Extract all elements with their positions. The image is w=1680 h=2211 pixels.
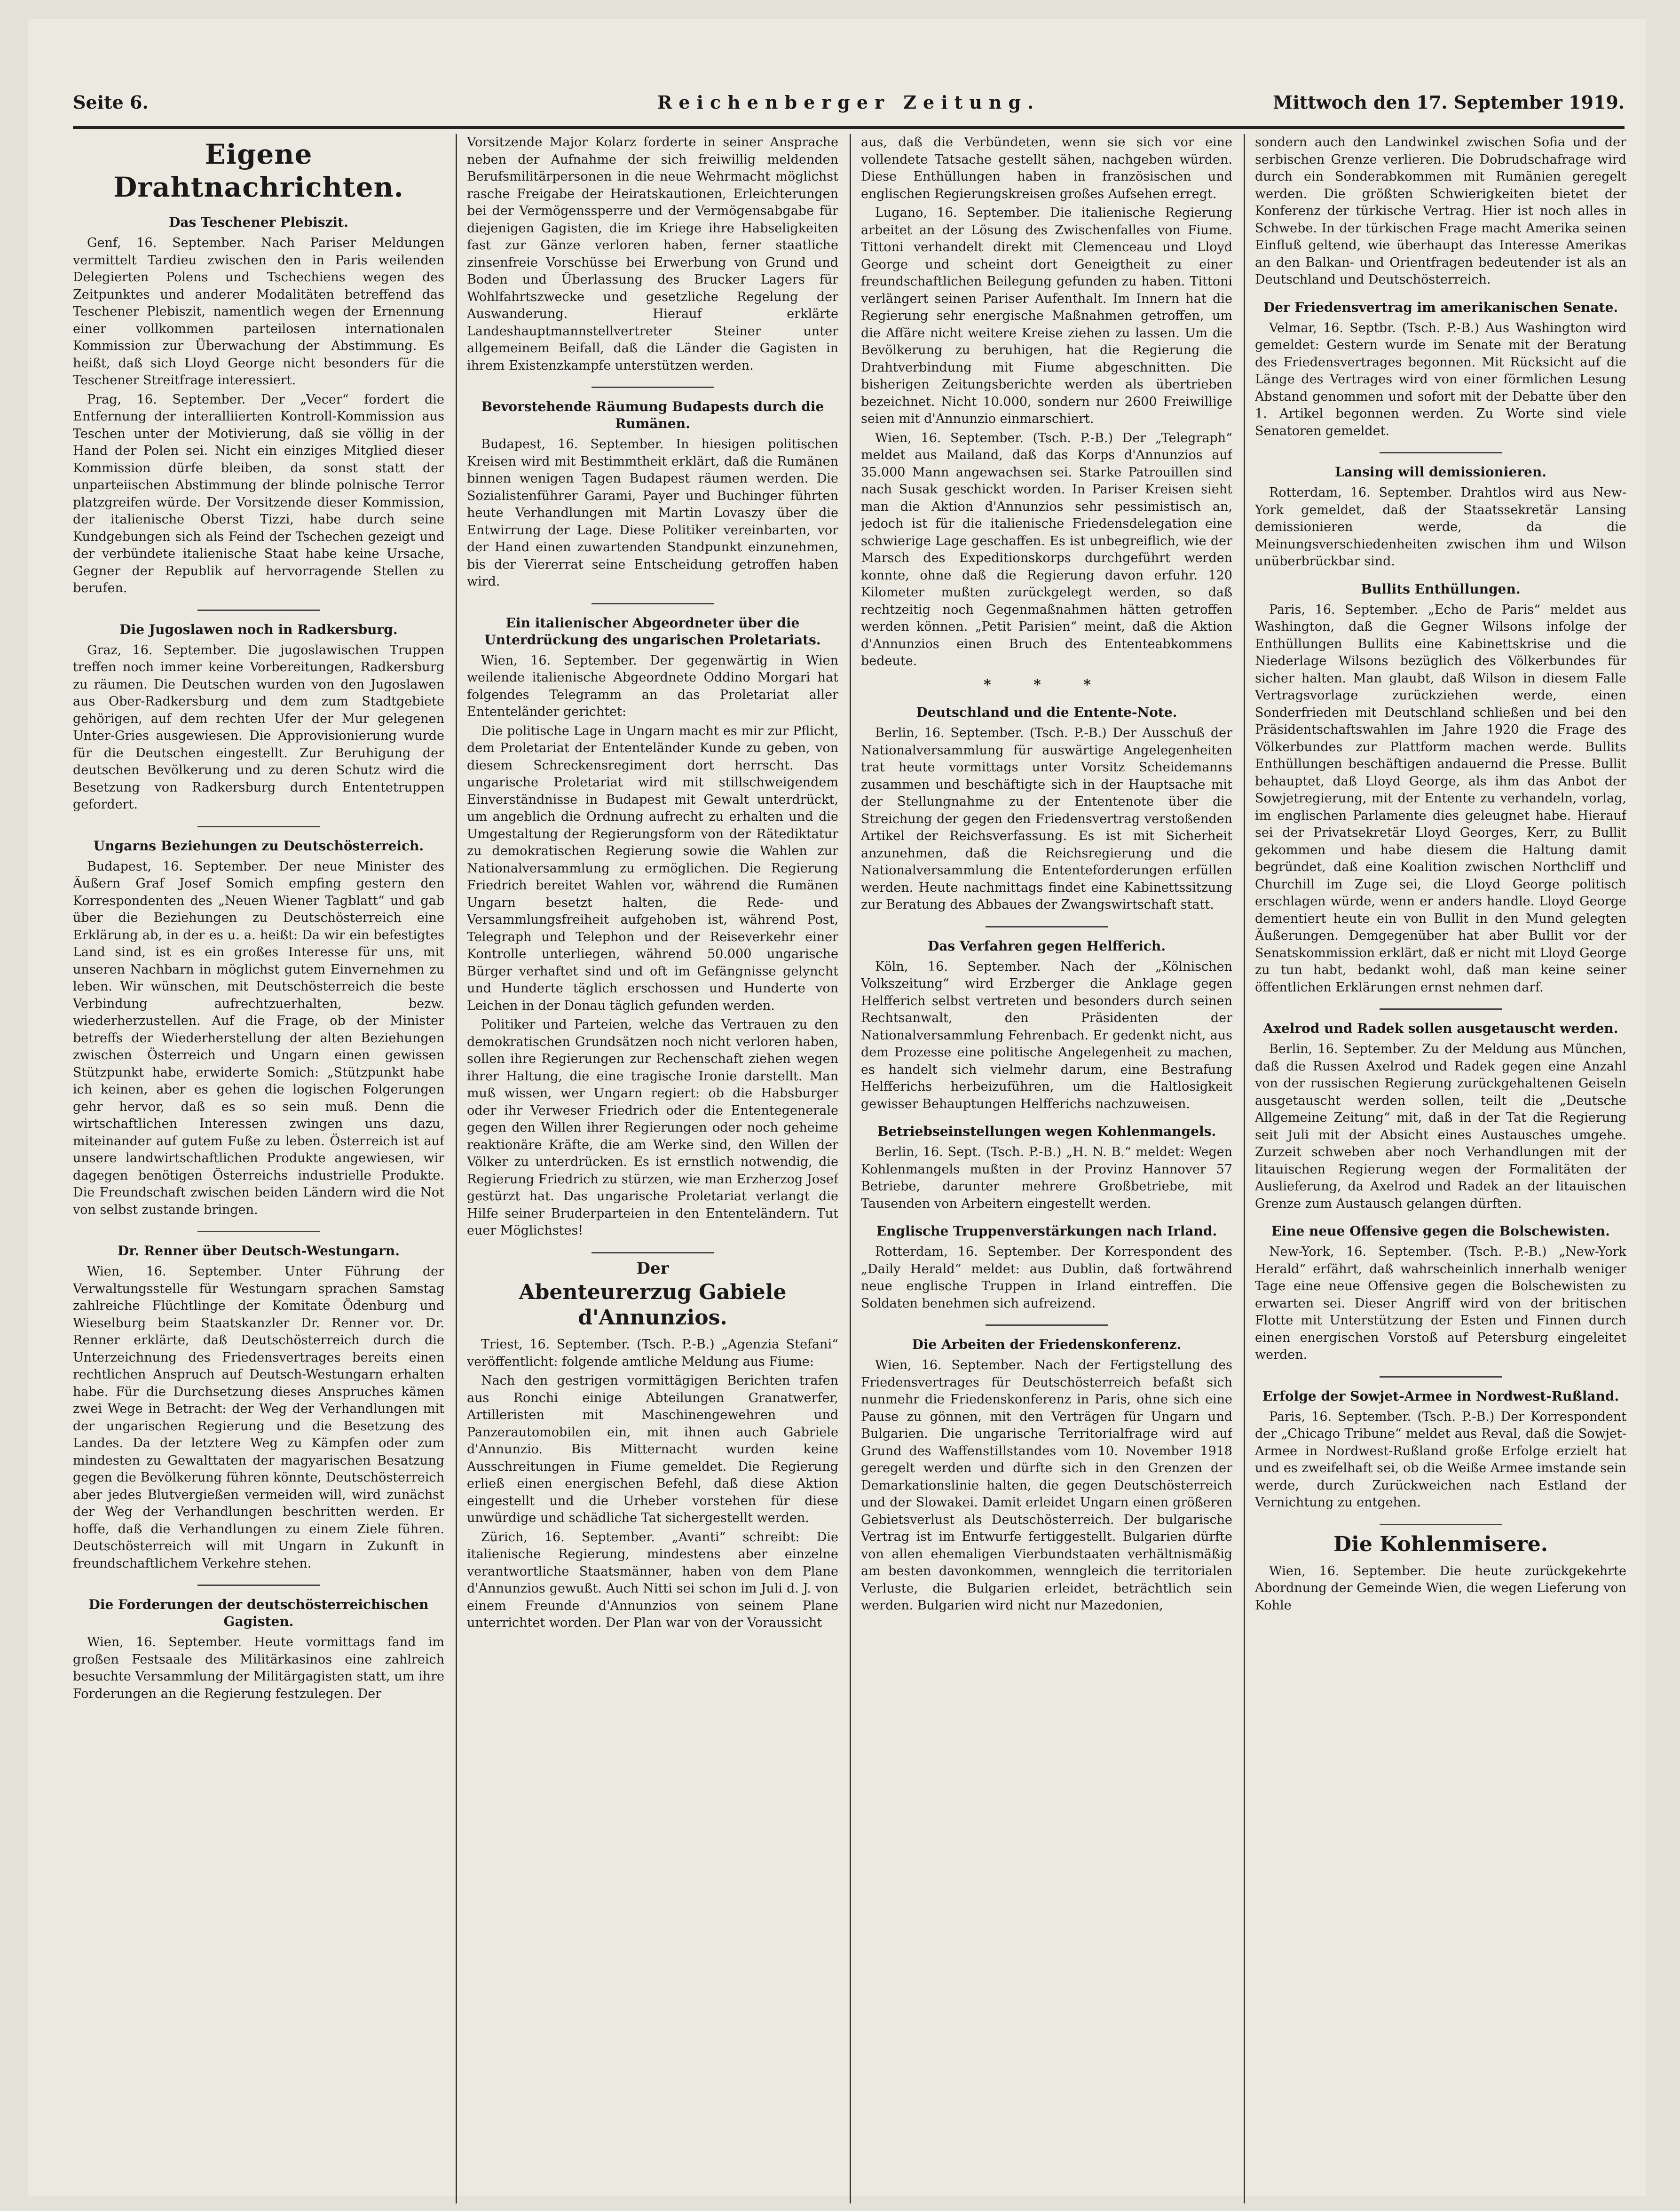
article-paragraph: Wien, 16. September. Die heute zurückgekehrte Abordnung der Gemeinde Wien, die wegen Lieferung von Kohle — [1255, 1563, 1626, 1613]
column-divider — [456, 134, 457, 2203]
article-paragraph: Köln, 16. September. Nach der „Kölnischen Volkszeitung“ wird Erzberger die Anklage gegen Helfferich selbst vertreten und besonders durch seinen Rechtsanwalt, den Präsidenten der Nationalversammlung Fehrenbach. Er gedenkt nicht, aus dem Prozesse eine politische Angelegenheit zu machen, es handelt sich vielmehr darum, eine Bestrafung Helfferichs herbeizuführen, um die Haltlosigkeit gewisser Behauptungen Helfferichs nachzuweisen. — [861, 959, 1232, 1111]
article-separator — [1380, 1524, 1502, 1525]
article-paragraph: Wien, 16. September. Der gegenwärtig in Wien weilende italienische Abgeordnete Oddino Morgari hat folgendes Telegramm an das Proletariat aller Ententeländer gerichtet: — [467, 653, 838, 719]
article-separator — [986, 1324, 1108, 1326]
article-separator — [986, 926, 1108, 927]
article-separator — [1380, 452, 1502, 453]
article-heading: Englische Truppenverstärkungen nach Irland. — [876, 1223, 1217, 1239]
article-separator — [197, 610, 320, 611]
article-paragraph: Zürich, 16. September. „Avanti“ schreibt: Die italienische Regierung, mindestens aber einzelne verantwortliche Staatsmänner, haben von dem Plane d'Annunzios gewußt. Auch Nitti sei schon im Juli d. J. von einem Freunde d'Annunzios von seinem Plane unterrichtet worden. Der Plan war von der Voraussicht — [467, 1529, 838, 1630]
article-paragraph: Budapest, 16. September. In hiesigen politischen Kreisen wird mit Bestimmtheit erklärt, daß die Rumänen binnen wenigen Tagen Budapest räumen werden. Die Sozialistenführer Garami, Payer und Buchinger führten heute Verhandlungen mit Martin Lovaszy über die Entwirrung der Lage. Diese Politiker vereinbarten, vor der Hand einen zuwartenden Standpunkt einzunehmen, bis der Viererrat seine Entscheidung getroffen haben wird. — [467, 437, 838, 589]
article-heading: Eine neue Offensive gegen die Bolschewisten. — [1271, 1223, 1610, 1239]
article-heading-prefix: Der — [636, 1259, 669, 1278]
article-paragraph: Graz, 16. September. Die jugoslawischen Truppen treffen noch immer keine Vorbereitungen, Radkersburg zu räumen. Die Deutschen wurden von den Jugoslawen aus Ober-Radkersburg und dem zum Stadtgebiete gehörigen, auf dem rechten Ufer der Mur gelegenen Unter-Gries ausgewiesen. Die Approvisionierung wurde für die Deutschen eingestellt. Zur Beruhigung der deutschen Bevölkerung und zu deren Schutz wird die Besetzung von Radkersburg durch Ententetruppen gefordert. — [73, 642, 444, 812]
article-heading: Das Verfahren gegen Helfferich. — [927, 938, 1166, 954]
article-paragraph: sondern auch den Landwinkel zwischen Sofia und der serbischen Grenze verlieren. Die Dobrudschafrage wird durch ein Sonderabkommen mit Rumänien geregelt werden. Die größten Schwierigkeiten bietet der Konferenz der türkische Vertrag. Hier ist noch alles in Schwebe. In der türkischen Frage macht Amerika seinen Einfluß geltend, wie überhaupt das Interesse Amerikas an den Balkan- und Orientfragen bedeutender ist als an Deutschland und Deutschösterreich. — [1255, 135, 1626, 287]
article-heading: Axelrod und Radek sollen ausgetauscht werden. — [1263, 1021, 1618, 1036]
article-paragraph: Paris, 16. September. „Echo de Paris“ meldet aus Washington, daß die Gegner Wilsons infolge der Enthüllungen Bullits eine Kabinettskrise und die Niederlage Wilsons bezüglich des Völkerbundes für sicher halten. Man glaubt, daß Wilson in diesem Falle Vertragsvorlage zurückziehen werde, einen Sonderfrieden mit Deutschland schließen und bei den Präsidentschaftswahlen im Jahre 1920 die Frage des Völkerbundes zur Plattform machen werde. Bullits Enthüllungen beschäftigen andauernd die Presse. Bullit behauptet, daß Lloyd George, als ihm das Anbot der Sowjetregierung, mit der Entente zu verhandeln, vorlag, im englischen Parlamente dies geleugnet habe. Hierauf sei der Privatsekretär Lloyd Georges, Kerr, zu Bullit gekommen und habe diesem die Haltung damit begründet, daß eine Koalition zwischen Northcliff und Churchill im Zuge sei, die Lloyd George politisch erschlagen würde, wenn er anders handle. Lloyd George dementiert heute ein von Bullit in den Mund gelegten Äußerungen. Demgegenüber hat aber Bullit vor der Senatskommission erklärt, daß er nicht mit Lloyd George zu tun habt, bedankt wohl, daß man keine seiner öffentlichen Erklärungen ernst nehmen darf. — [1255, 602, 1626, 995]
article-headline: Abenteurerzug Gabiele d'Annunzios. — [519, 1280, 787, 1330]
article-heading: Bevorstehende Räumung Budapests durch die Rumänen. — [481, 399, 824, 431]
article-paragraph: Die politische Lage in Ungarn macht es mir zur Pflicht, dem Proletariat der Ententeländer Kunde zu geben, von diesem Schreckensregiment dort herrscht. Das ungarische Proletariat wird mit stillschweigendem Einverständnisse in Budapest mit Gewalt unterdrückt, um angeblich die Ordnung aufrecht zu erhalten und die Umgestaltung der Regierungsform von der Rätediktatur zu demokratischen Regierung sowie die Wahlen zur Nationalversammlung zu ermöglichen. Die Regierung Friedrich bereitet Wahlen vor, während die Rumänen Ungarn besetzt halten, die Rede- und Versammlungsfreiheit aufgehoben ist, während Post, Telegraph und Telephon und der Reiseverkehr einer Kontrolle unterliegen, während 50.000 ungarische Bürger verhaftet sind und oft im Gefängnisse gelyncht und Hunderte täglich erschossen und Hunderte von Leichen in der Donau täglich gefunden werden. — [467, 723, 838, 1013]
article-paragraph: Budapest, 16. September. Der neue Minister des Äußern Graf Josef Somich empfing gestern den Korrespondenten des „Neuen Wiener Tagblatt“ und gab über die Beziehungen zu Deutschösterreich eine Erklärung ab, in der es u. a. heißt: Da wir ein befestigtes Land sind, ist es ein großes Interesse für uns, mit unseren Nachbarn in möglichst gutem Einvernehmen zu leben. Wir wünschen, mit Deutschösterreich die beste Verbindung aufrechtzuerhalten, bezw. wiederherzustellen. Auf die Frage, ob der Minister betreffs der Wiederherstellung der alten Beziehungen zwischen Österreich und Ungarn einen gewissen Stützpunkt habe, erwiderte Somich: „Stützpunkt habe ich keinen, aber es gehen die logischen Folgerungen gehr hervor, daß es so sein muß. Denn die wirtschaftlichen Interessen zwingen uns dazu, miteinander auf gutem Fuße zu leben. Österreich ist auf unsere landwirtschaftlichen Produkte angewiesen, wir dagegen benötigen Österreichs industrielle Produkte. Die Freundschaft zwischen beiden Ländern wird die Not von selbst zustande bringen. — [73, 859, 444, 1217]
article-paragraph: Velmar, 16. Septbr. (Tsch. P.-B.) Aus Washington wird gemeldet: Gestern wurde im Senate mit der Beratung des Friedensvertrages begonnen. Mit Rücksicht auf die Länge des Vertrages wird von einer förmlichen Lesung Abstand genommen und sofort mit der Debatte über den 1. Artikel begonnen werden. Zu Worte sind viele Senatoren gemeldet. — [1255, 320, 1626, 438]
article-paragraph: Rotterdam, 16. September. Der Korrespondent des „Daily Herald“ meldet: aus Dublin, daß fortwährend neue englische Truppen in Irland eintreffen. Die Soldaten benehmen sich aufreizend. — [861, 1244, 1232, 1311]
article-paragraph: Genf, 16. September. Nach Pariser Meldungen vermittelt Tardieu zwischen den in Paris weilenden Delegierten Polens und Tschechiens wegen des Zeitpunktes und anderer Modalitäten betreffend das Teschener Plebiszit, namentlich wegen der Ernennung einer vollkommen parteilosen internationalen Kommission zur Überwachung der Abstimmung. Es heißt, daß sich Lloyd George nicht besonders für die Teschener Streitfrage interessiert. — [73, 236, 444, 388]
issue-date: Mittwoch den 17. September 1919. — [1273, 92, 1625, 113]
article-headline: Die Kohlenmisere. — [1333, 1532, 1548, 1556]
newspaper-title: Reichenberger Zeitung. — [657, 92, 1041, 113]
article-columns — [73, 134, 1625, 2203]
article-paragraph: Wien, 16. September. (Tsch. P.-B.) Der „Telegraph“ meldet aus Mailand, daß das Korps d'Annunzios auf 35.000 Mann angewachsen sei. Starke Patrouillen sind nach Susak geschickt worden. In Pariser Kreisen sieht man die Aktion d'Annunzios sehr pessimistisch an, jedoch ist für die italienische Friedensdelegation eine schwierige Lage geschaffen. Es ist unbegreiflich, wie der Marsch des Expeditionskorps durchgeführt werden konnte, ohne daß die Regierung davon erfuhr. 120 Kilometer mußten zurückgelegt werden, so daß rechtzeitig noch Gegenmaßnahmen hätten getroffen werden können. „Petit Parisien“ meint, daß die Aktion d'Annunzios einen Bruch des Ententeabkommens bedeute. — [861, 430, 1232, 668]
masthead-rule — [73, 126, 1625, 129]
article-paragraph: Berlin, 16. Sept. (Tsch. P.-B.) „H. N. B.“ meldet: Wegen Kohlenmangels mußten in der Provinz Hannover 57 Betriebe, darunter mehrere Großbetriebe, mit Tausenden von Arbeitern eingestellt werden. — [861, 1145, 1232, 1211]
column-3 — [861, 134, 1232, 2203]
article-paragraph: Rotterdam, 16. September. Drahtlos wird aus New-York gemeldet, daß der Staatssekretär Lansing demissionieren werde, da die Meinungsverschiedenheiten zwischen ihm und Wilson unüberbrückbar sind. — [1255, 485, 1626, 569]
article-paragraph: Lugano, 16. September. Die italienische Regierung arbeitet an der Lösung des Zwischenfalles von Fiume. Tittoni verhandelt direkt mit Clemenceau und Lloyd George und scheint dort Geneigtheit zu einer freundschaftlichen Beilegung gefunden zu haben. Tittoni verlängert seinen Pariser Aufenthalt. Im Innern hat die Regierung sehr energische Maßnahmen getroffen, um die Affäre nicht weitere Kreise ziehen zu lassen. Um die Bevölkerung zu beruhigen, hat die Regierung die Drahtverbindung mit Fiume abgeschnitten. Die bisherigen Zeitungsberichte werden als übertrieben bezeichnet. Nicht 10.000, sondern nur 2600 Freiwillige seien mit d'Annunzio einmarschiert. — [861, 206, 1232, 426]
article-heading: Die Arbeiten der Friedenskonferenz. — [912, 1337, 1182, 1352]
article-heading: Das Teschener Plebiszit. — [169, 214, 348, 230]
page-number: Seite 6. — [73, 92, 149, 113]
article-paragraph: Wien, 16. September. Unter Führung der Verwaltungsstelle für Westungarn sprachen Samstag zahlreiche Flüchtlinge der Komitate Ödenburg und Wieselburg beim Staatskanzler Dr. Renner vor. Dr. Renner erklärte, daß Deutschösterreich durch die Unterzeichnung des Friedensvertrages bereits einen rechtlichen Anspruch auf Deutsch-Westungarn erhalten habe. Für die Durchsetzung dieses Anspruches kämen zwei Wege in Betracht: der Weg der Verhandlungen mit der ungarischen Regierung und die Besetzung des Landes. Da der letztere Weg zu Kämpfen oder zum mindesten zu Gewalttaten der magyarischen Besatzung gegen die Bevölkerung führen könnte, Deutschösterreich aber jedes Blutvergießen vermeiden will, wird zunächst der Weg der Verhandlungen beschritten werden. Er hoffe, daß die Verhandlungen zu einem Ziele führen. Deutschösterreich will mit Ungarn in Zukunft in freundschaftlichem Verkehre stehen. — [73, 1264, 444, 1571]
article-paragraph: Wien, 16. September. Heute vormittags fand im großen Festsaale des Militärkasinos eine zahlreich besuchte Versammlung der Militärgagisten statt, um ihre Forderungen an die Regierung festzulegen. Der — [73, 1635, 444, 1701]
article-paragraph: Triest, 16. September. (Tsch. P.-B.) „Agenzia Stefani“ veröffentlicht: folgende amtliche Meldung aus Fiume: — [467, 1337, 838, 1369]
article-paragraph: Politiker und Parteien, welche das Vertrauen zu den demokratischen Grundsätzen noch nicht verloren haben, sollen ihre Regierungen zur Rechenschaft ziehen wegen ihrer Haltung, die eine tragische Ironie darstellt. Man muß wissen, wer Ungarn regiert: ob die Habsburger oder ihr Verweser Friedrich oder die Ententegenerale gegen den Willen ihrer Regierungen oder noch geheime reaktionäre Kräfte, die am Werke sind, den Willen der Völker zu unterdrücken. Es ist ernstlich notwendig, die Regierung Friedrich zu stürzen, wie man Erzherzog Josef gestürzt hat. Das ungarische Proletariat verlangt die Hilfe seiner Bruderparteien in den Ententeländern. Tut euer Möglichstes! — [467, 1017, 838, 1238]
article-paragraph: Wien, 16. September. Nach der Fertigstellung des Friedensvertrages für Deutschösterreich befaßt sich nunmehr die Friedenskonferenz in Paris, ohne sich eine Pause zu gönnen, mit den Verträgen für Ungarn und Bulgarien. Die ungarische Territorialfrage wird auf Grund des Waffenstillstandes vom 10. November 1918 geregelt werden und dürfte sich in den Grenzen der Demarkationslinie halten, die gegen Deutschösterreich und der Slowakei. Damit erleidet Ungarn einen größeren Gebietsverlust als Deutschösterreich. Der bulgarische Vertrag ist im Entwurfe fertiggestellt. Bulgarien dürfte von allen ehemaligen Vierbundstaaten verhältnismäßig am besten davonkommen, wenngleich die territorialen Verluste, die Bulgarien erleidet, beträchtlich sein werden. Bulgarien wird nicht nur Mazedonien, — [861, 1358, 1232, 1613]
article-separator — [592, 387, 714, 388]
article-paragraph: Berlin, 16. September. (Tsch. P.-B.) Der Ausschuß der Nationalversammlung für auswärtige Angelegenheiten trat heute vormittags unter Vorsitz Scheidemanns zusammen und beschäftigte sich in der Hauptsache mit der Stellungnahme zu der Ententenote über die Streichung der gegen den Friedensvertrag verstoßenden Artikel der Reichsverfassung. Es ist mit Sicherheit anzunehmen, daß die Reichsregierung und die Nationalversammlung die Ententeforderungen erfüllen werden. Heute nachmittags findet eine Kabinettssitzung zur Beratung des Abbaues der Zwangswirtschaft statt. — [861, 726, 1232, 912]
column-divider — [850, 134, 851, 2203]
column-4 — [1255, 134, 1626, 2203]
article-paragraph: Paris, 16. September. (Tsch. P.-B.) Der Korrespondent der „Chicago Tribune“ meldet aus Reval, daß die Sowjet-Armee in Nordwest-Rußland große Erfolge erzielt hat und es zweifelhaft sei, ob die Weiße Armee imstande sein werde, durch Zurückweichen nach Estland der Vernichtung zu entgehen. — [1255, 1409, 1626, 1510]
column-2 — [467, 134, 838, 2203]
article-separator — [197, 1231, 320, 1232]
column-divider — [1244, 134, 1245, 2203]
article-separator — [1380, 1008, 1502, 1010]
article-paragraph: New-York, 16. September. (Tsch. P.-B.) „New-York Herald“ erfährt, daß wahrscheinlich innerhalb weniger Tage eine neue Offensive gegen die Bolschewisten zu erwarten sei. Dieser Angriff wird von der britischen Flotte mit Unterstützung der Esten und Finnen durch einen energischen Vorstoß auf Petersburg eingeleitet werden. — [1255, 1244, 1626, 1362]
article-paragraph: Vorsitzende Major Kolarz forderte in seiner Ansprache neben der Aufnahme der sich freiwillig meldenden Berufsmilitärpersonen in die neue Wehrmacht möglichst rasche Freigabe der Heiratskautionen, Erleichterungen bei der Vermögenssperre und der Vermögensabgabe für diejenigen Gagisten, die im Kriege ihre Habseligkeiten fast zur Gänze verloren haben, ferner staatliche zinsenfreie Vorschüsse bei Erwerbung von Grund und Boden und Überlassung des Brucker Lagers für Wohlfahrtszwecke und gesetzliche Regelung der Auswanderung. Hierauf erklärte Landeshauptmannstellvertreter Steiner unter allgemeinem Beifall, daß die Länder die Gagisten in ihrem Existenzkampfe unterstützen werden. — [467, 135, 838, 373]
article-heading: Betriebseinstellungen wegen Kohlenmangels. — [877, 1124, 1216, 1139]
article-heading: Bullits Enthüllungen. — [1361, 581, 1521, 597]
article-heading: Die Jugoslawen noch in Radkersburg. — [119, 621, 398, 637]
article-paragraph: aus, daß die Verbündeten, wenn sie sich vor eine vollendete Tatsache gestellt sähen, nachgeben würden. Diese Enthüllungen haben in französischen und englischen Regierungskreisen großes Aufsehen erregt. — [861, 135, 1232, 201]
article-heading: Lansing will demissionieren. — [1334, 464, 1546, 480]
article-heading: Der Friedensvertrag im amerikanischen Senate. — [1263, 299, 1618, 315]
article-separator — [197, 826, 320, 827]
column-1 — [73, 134, 444, 2203]
article-paragraph: Nach den gestrigen vormittägigen Berichten trafen aus Ronchi einige Abteilungen Granatwerfer, Artilleristen mit Maschinengewehren und Panzerautomobilen ein, mit ihnen auch Gabriele d'Annunzio. Bis Mitternacht wurden keine Ausschreitungen in Fiume gemeldet. Die Regierung erließ einen energischen Befehl, daß diese Aktion eingestellt und die Urheber vorstehen für diese unwürdige und schädliche Tat sichergestellt werden. — [467, 1373, 838, 1525]
newspaper-page — [28, 19, 1646, 2196]
article-heading: Dr. Renner über Deutsch-Westungarn. — [118, 1243, 400, 1259]
article-paragraph: Prag, 16. September. Der „Vecer“ fordert die Entfernung der interalliierten Kontroll-Kommission aus Teschen unter der Motivierung, daß sie völlig in der Hand der Polen sei. Nicht ein einziges Mitglied dieser Kommission dürfe bleiben, da sonst statt der unparteiischen Abstimmung der blinde polnische Terror platzgreifen würde. Der Vorsitzende dieser Kommission, der italienische Oberst Tizzi, habe durch seine Kundgebungen sich als Feind der Tschechen gezeigt und der verbündete italienische Staat habe keine Ursache, Gegner der Republik auf hervorragende Stellen zu berufen. — [73, 392, 444, 595]
article-heading: Ungarns Beziehungen zu Deutschösterreich. — [93, 838, 424, 854]
article-heading: Erfolge der Sowjet-Armee in Nordwest-Rußland. — [1262, 1388, 1619, 1404]
article-separator — [197, 1585, 320, 1586]
section-title: Eigene Drahtnachrichten. — [113, 138, 404, 203]
article-separator — [1380, 1376, 1502, 1378]
masthead — [73, 88, 1625, 121]
section-stars: * * * — [984, 676, 1110, 693]
article-paragraph: Berlin, 16. September. Zu der Meldung aus München, daß die Russen Axelrod und Radek gegen eine Anzahl von der russischen Regierung zurückgehaltenen Geiseln ausgetauscht werden sollen, teilt die „Deutsche Allgemeine Zeitung“ mit, daß in der Tat die Regierung seit Juli mit der Absicht eines Austausches umgehe. Zurzeit schweben aber noch Verhandlungen mit der litauischen Regierung wegen der Formalitäten der Auslieferung, da Axelrod und Radek an der litauischen Grenze zum Austausch gelangen dürften. — [1255, 1042, 1626, 1211]
article-heading: Ein italienischer Abgeordneter über die Unterdrückung des ungarischen Proletariats. — [484, 615, 821, 648]
article-separator — [592, 1252, 714, 1253]
article-heading: Die Forderungen der deutschösterreichischen Gagisten. — [88, 1597, 429, 1629]
article-separator — [592, 603, 714, 604]
article-heading: Deutschland und die Entente-Note. — [916, 705, 1177, 720]
